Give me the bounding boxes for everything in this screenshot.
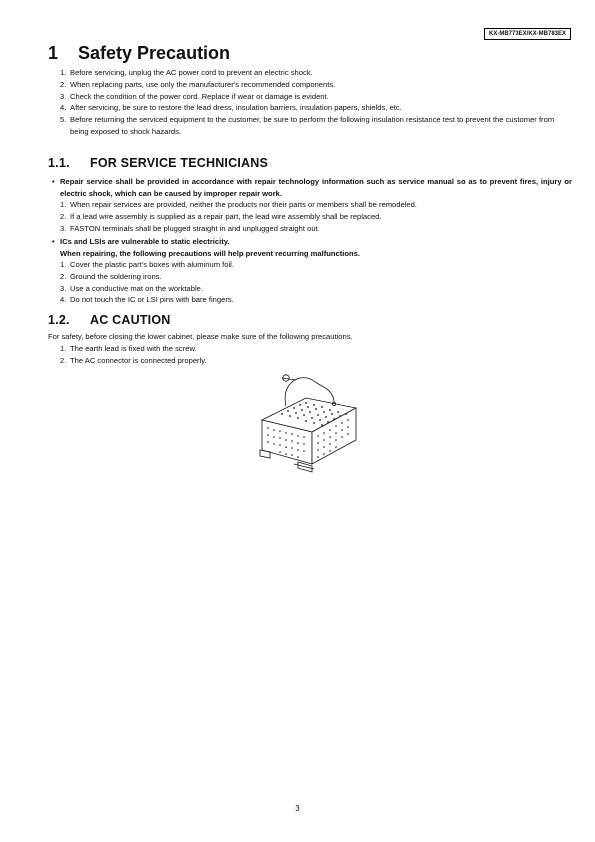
list-item: 1. When repair services are provided, neither the products nor their parts or members shall be remodeled. xyxy=(60,200,417,209)
power-supply-unit-illustration xyxy=(252,368,362,478)
list-item: 5. Before returning the serviced equipment to the customer, be sure to perform the following insulation resistance test to prevent the customer from being exposed to shock hazards. xyxy=(60,115,555,136)
bullet-static-electricity: • ICs and LSIs are vulnerable to static electricity. When repairing, the following precautions will help prevent recurring malfunctions. xyxy=(52,237,360,258)
bullet-repair-service: • Repair service shall be provided in accordance with repair technology information such as service manual so as to prevent fires, injury or electric shock, which can be caused by improper repair work. xyxy=(52,177,572,198)
list-item: 1. Before servicing, unplug the AC power cord to prevent an electric shock. xyxy=(60,68,313,77)
model-number: KX-MB773EX/KX-MB783EX xyxy=(489,31,567,37)
model-number-box xyxy=(484,28,571,40)
section-1-heading xyxy=(48,43,230,64)
list-item: 3. Check the condition of the power cord. Replace if wear or damage is evident. xyxy=(60,91,329,101)
list-item: 2. If a lead wire assembly is supplied as a repair part, the lead wire assembly shall be replaced. xyxy=(60,211,382,221)
static-precaution-list xyxy=(48,259,570,306)
list-item: 4. Do not touch the IC or LSI pins with bare fingers. xyxy=(60,295,234,305)
section-1-1-title: FOR SERVICE TECHNICIANS xyxy=(90,156,269,170)
list-item: 1. The earth lead is fixed with the screw. xyxy=(60,344,197,353)
technician-list xyxy=(48,199,570,234)
list-item: 3. Use a conductive mat on the worktable. xyxy=(60,283,203,293)
section-1-number: 1 xyxy=(48,43,59,63)
ac-caution-list xyxy=(48,343,570,367)
section-1-2-heading xyxy=(48,313,170,327)
section-1-2-title: AC CAUTION xyxy=(90,313,171,327)
section-1-1-heading xyxy=(48,156,268,170)
list-item: 2. The AC connector is connected properly. xyxy=(60,355,207,365)
list-item: 2. When replacing parts, use only the manufacturer's recommended components. xyxy=(60,79,336,89)
safety-list xyxy=(48,67,570,138)
list-item: 2. Ground the soldering irons. xyxy=(60,271,162,281)
list-item: 4. After servicing, be sure to restore the lead dress, insulation barriers, insulation papers, shields, etc. xyxy=(60,103,402,113)
page-number: 3 xyxy=(295,804,300,813)
section-1-1-number: 1.1. xyxy=(48,156,70,170)
list-item: 1. Cover the plastic part's boxes with aluminum foil. xyxy=(60,260,234,269)
section-1-2-number: 1.2. xyxy=(48,313,70,327)
list-item: 3. FASTON terminals shall be plugged straight in and unplugged straight out. xyxy=(60,223,320,233)
ac-caution-intro: For safety, before closing the lower cabinet, please make sure of the following precautions. xyxy=(48,332,353,341)
section-1-title: Safety Precaution xyxy=(78,43,231,63)
